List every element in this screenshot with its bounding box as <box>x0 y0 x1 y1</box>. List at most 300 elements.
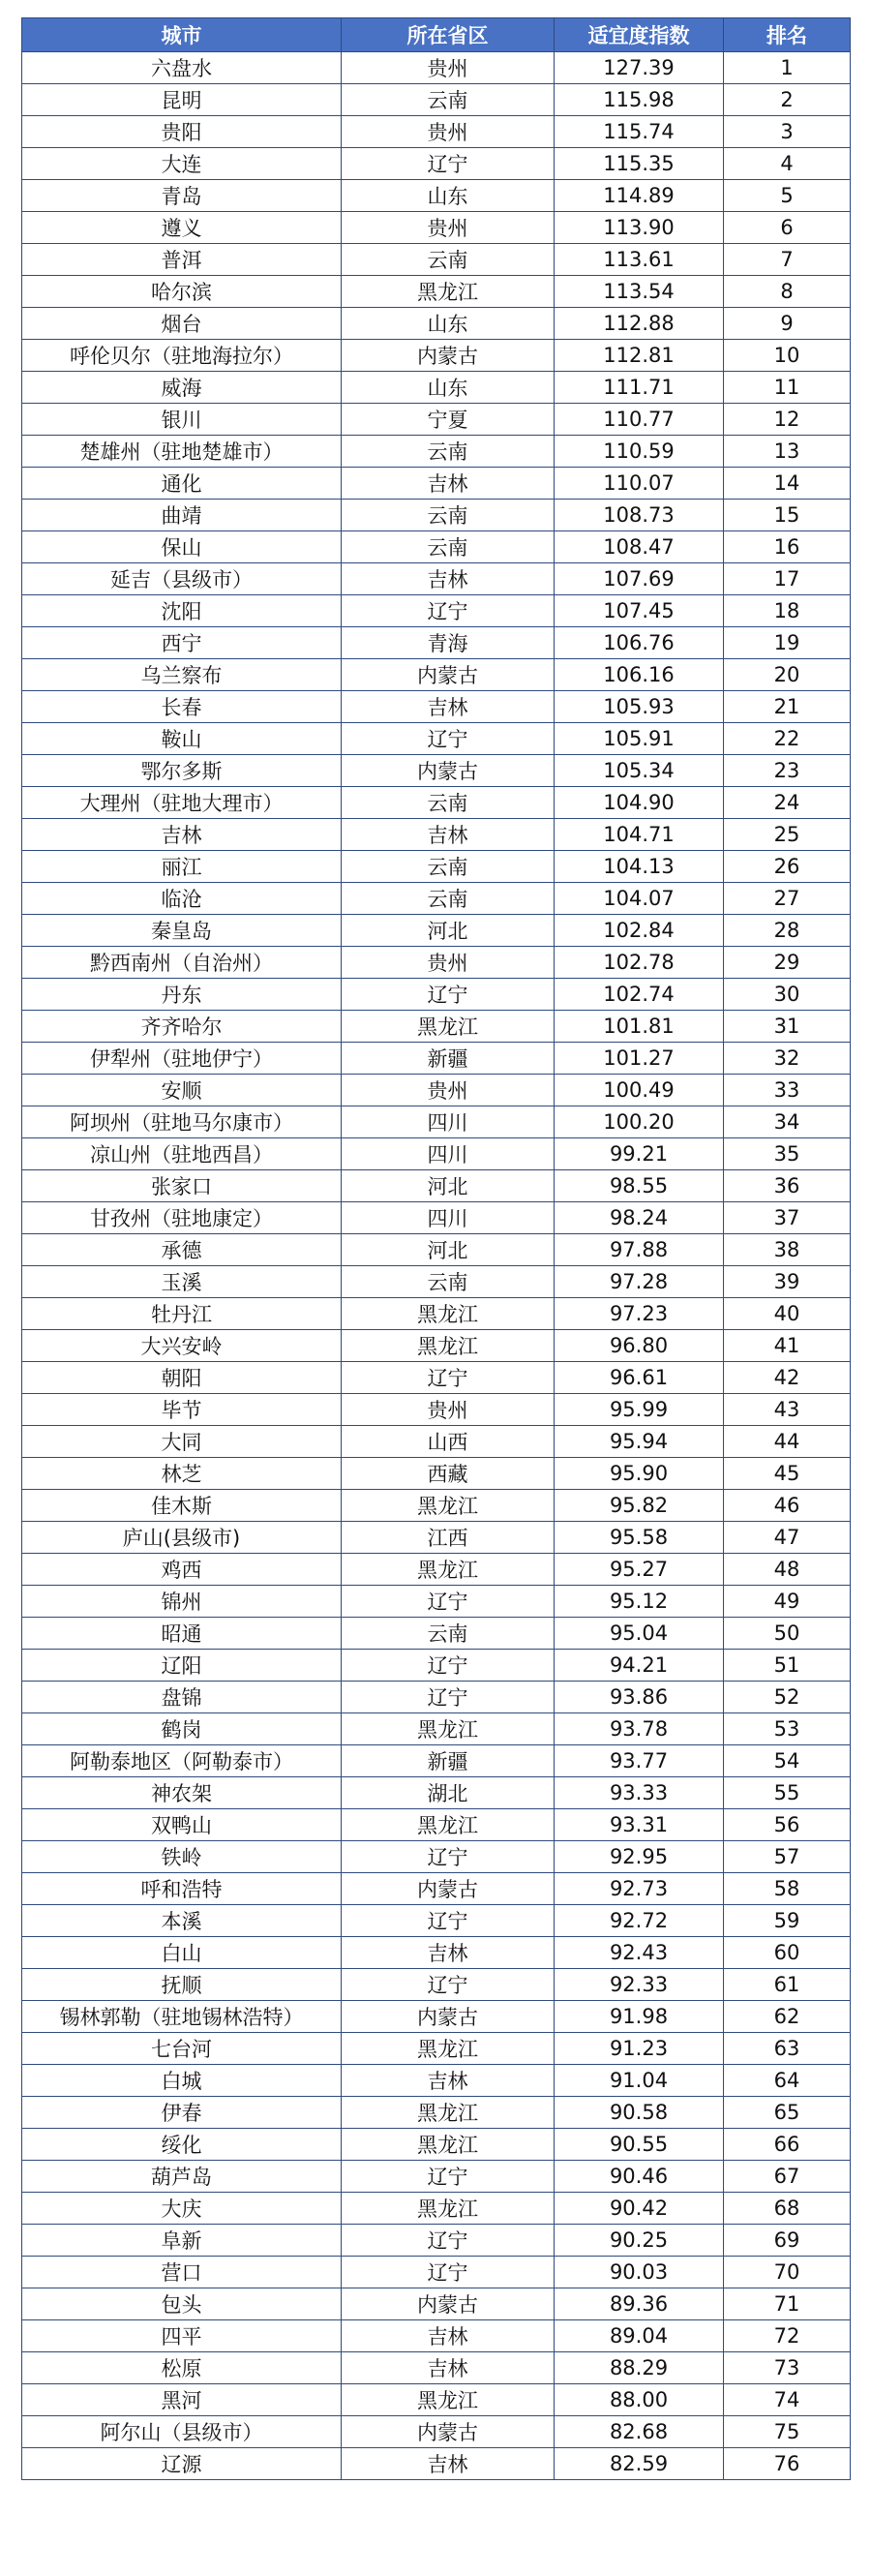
cell-province: 黑龙江 <box>342 1554 555 1586</box>
cell-city: 大理州（驻地大理市） <box>22 787 342 819</box>
table-row <box>22 500 851 531</box>
table-row <box>22 531 851 563</box>
cell-province: 吉林 <box>342 691 555 723</box>
cell-rank: 14 <box>724 468 851 500</box>
cell-rank: 36 <box>724 1170 851 1202</box>
cell-rank: 9 <box>724 308 851 340</box>
cell-city: 威海 <box>22 372 342 404</box>
cell-city: 大兴安岭 <box>22 1330 342 1362</box>
cell-rank: 61 <box>724 1969 851 2001</box>
cell-rank: 69 <box>724 2225 851 2257</box>
cell-index: 90.55 <box>555 2129 724 2161</box>
cell-province: 江西 <box>342 1522 555 1554</box>
cell-index: 113.90 <box>555 212 724 244</box>
cell-city: 包头 <box>22 2288 342 2320</box>
cell-index: 92.33 <box>555 1969 724 2001</box>
cell-rank: 47 <box>724 1522 851 1554</box>
cell-city: 黑河 <box>22 2384 342 2416</box>
cell-city: 六盘水 <box>22 52 342 84</box>
cell-rank: 32 <box>724 1043 851 1075</box>
cell-city: 盘锦 <box>22 1682 342 1713</box>
cell-city: 铁岭 <box>22 1841 342 1873</box>
cell-city: 本溪 <box>22 1905 342 1937</box>
cell-city: 黔西南州（自治州） <box>22 947 342 979</box>
cell-province: 河北 <box>342 1170 555 1202</box>
table-row <box>22 1937 851 1969</box>
table-container <box>21 17 850 2480</box>
table-row <box>22 851 851 883</box>
table-row <box>22 308 851 340</box>
cell-province: 辽宁 <box>342 2225 555 2257</box>
table-row <box>22 1394 851 1426</box>
cell-index: 101.27 <box>555 1043 724 1075</box>
cell-city: 大同 <box>22 1426 342 1458</box>
header-row <box>22 18 851 52</box>
cell-city: 保山 <box>22 531 342 563</box>
cell-province: 辽宁 <box>342 1905 555 1937</box>
cell-rank: 76 <box>724 2448 851 2480</box>
cell-index: 95.99 <box>555 1394 724 1426</box>
cell-city: 呼和浩特 <box>22 1873 342 1905</box>
cell-province: 山东 <box>342 180 555 212</box>
table-row <box>22 563 851 595</box>
table-row <box>22 1362 851 1394</box>
cell-province: 黑龙江 <box>342 1298 555 1330</box>
cell-province: 云南 <box>342 84 555 116</box>
cell-rank: 3 <box>724 116 851 148</box>
cell-city: 锦州 <box>22 1586 342 1618</box>
cell-province: 贵州 <box>342 212 555 244</box>
table-row <box>22 2384 851 2416</box>
cell-province: 四川 <box>342 1138 555 1170</box>
cell-city: 白城 <box>22 2065 342 2097</box>
header-province: 所在省区 <box>342 18 555 52</box>
table-row <box>22 276 851 308</box>
cell-rank: 28 <box>724 915 851 947</box>
cell-rank: 38 <box>724 1234 851 1266</box>
cell-province: 内蒙古 <box>342 755 555 787</box>
cell-city: 昆明 <box>22 84 342 116</box>
cell-province: 云南 <box>342 883 555 915</box>
table-row <box>22 180 851 212</box>
cell-index: 111.71 <box>555 372 724 404</box>
table-row <box>22 947 851 979</box>
cell-index: 113.61 <box>555 244 724 276</box>
cell-province: 辽宁 <box>342 1362 555 1394</box>
cell-rank: 21 <box>724 691 851 723</box>
cell-index: 93.77 <box>555 1745 724 1777</box>
cell-index: 93.86 <box>555 1682 724 1713</box>
header-city: 城市 <box>22 18 342 52</box>
cell-city: 齐齐哈尔 <box>22 1011 342 1043</box>
cell-province: 贵州 <box>342 52 555 84</box>
cell-province: 云南 <box>342 851 555 883</box>
cell-index: 90.46 <box>555 2161 724 2193</box>
cell-city: 鄂尔多斯 <box>22 755 342 787</box>
cell-rank: 56 <box>724 1809 851 1841</box>
table-row <box>22 2097 851 2129</box>
cell-city: 吉林 <box>22 819 342 851</box>
cell-city: 林芝 <box>22 1458 342 1490</box>
cell-city: 呼伦贝尔（驻地海拉尔） <box>22 340 342 372</box>
cell-province: 吉林 <box>342 2320 555 2352</box>
cell-index: 91.23 <box>555 2033 724 2065</box>
cell-index: 113.54 <box>555 276 724 308</box>
cell-city: 通化 <box>22 468 342 500</box>
cell-city: 伊犁州（驻地伊宁） <box>22 1043 342 1075</box>
cell-province: 内蒙古 <box>342 2001 555 2033</box>
cell-city: 银川 <box>22 404 342 436</box>
cell-city: 大庆 <box>22 2193 342 2225</box>
cell-city: 西宁 <box>22 627 342 659</box>
cell-index: 127.39 <box>555 52 724 84</box>
cell-rank: 75 <box>724 2416 851 2448</box>
table-row <box>22 2161 851 2193</box>
table-row <box>22 1138 851 1170</box>
cell-index: 105.91 <box>555 723 724 755</box>
cell-index: 100.49 <box>555 1075 724 1106</box>
cell-rank: 6 <box>724 212 851 244</box>
table-row <box>22 1106 851 1138</box>
cell-city: 鞍山 <box>22 723 342 755</box>
cell-rank: 39 <box>724 1266 851 1298</box>
cell-city: 张家口 <box>22 1170 342 1202</box>
cell-rank: 19 <box>724 627 851 659</box>
table-row <box>22 1745 851 1777</box>
table-row <box>22 244 851 276</box>
table-row <box>22 1841 851 1873</box>
table-row <box>22 84 851 116</box>
cell-index: 92.73 <box>555 1873 724 1905</box>
table-row <box>22 1713 851 1745</box>
cell-province: 吉林 <box>342 468 555 500</box>
cell-rank: 17 <box>724 563 851 595</box>
cell-index: 110.07 <box>555 468 724 500</box>
cell-city: 葫芦岛 <box>22 2161 342 2193</box>
cell-city: 四平 <box>22 2320 342 2352</box>
cell-city: 烟台 <box>22 308 342 340</box>
cell-rank: 24 <box>724 787 851 819</box>
cell-index: 102.78 <box>555 947 724 979</box>
table-row <box>22 1905 851 1937</box>
cell-city: 双鸭山 <box>22 1809 342 1841</box>
cell-index: 92.43 <box>555 1937 724 1969</box>
cell-province: 吉林 <box>342 2448 555 2480</box>
cell-province: 云南 <box>342 436 555 468</box>
cell-province: 西藏 <box>342 1458 555 1490</box>
cell-index: 96.80 <box>555 1330 724 1362</box>
cell-rank: 43 <box>724 1394 851 1426</box>
cell-city: 凉山州（驻地西昌） <box>22 1138 342 1170</box>
cell-province: 河北 <box>342 1234 555 1266</box>
cell-province: 辽宁 <box>342 1682 555 1713</box>
cell-province: 黑龙江 <box>342 1490 555 1522</box>
cell-index: 114.89 <box>555 180 724 212</box>
cell-province: 宁夏 <box>342 404 555 436</box>
cell-province: 吉林 <box>342 1937 555 1969</box>
cell-province: 内蒙古 <box>342 340 555 372</box>
cell-province: 新疆 <box>342 1745 555 1777</box>
cell-city: 毕节 <box>22 1394 342 1426</box>
cell-city: 贵阳 <box>22 116 342 148</box>
cell-province: 吉林 <box>342 2352 555 2384</box>
cell-rank: 41 <box>724 1330 851 1362</box>
cell-province: 贵州 <box>342 1075 555 1106</box>
table-row <box>22 755 851 787</box>
cell-province: 湖北 <box>342 1777 555 1809</box>
header-rank: 排名 <box>724 18 851 52</box>
table-row <box>22 1458 851 1490</box>
cell-rank: 42 <box>724 1362 851 1394</box>
table-row <box>22 2416 851 2448</box>
cell-index: 89.04 <box>555 2320 724 2352</box>
table-row <box>22 1809 851 1841</box>
cell-index: 95.58 <box>555 1522 724 1554</box>
cell-rank: 58 <box>724 1873 851 1905</box>
cell-province: 辽宁 <box>342 148 555 180</box>
cell-city: 玉溪 <box>22 1266 342 1298</box>
cell-province: 贵州 <box>342 947 555 979</box>
table-row <box>22 819 851 851</box>
cell-city: 白山 <box>22 1937 342 1969</box>
cell-city: 阿坝州（驻地马尔康市） <box>22 1106 342 1138</box>
cell-city: 秦皇岛 <box>22 915 342 947</box>
cell-province: 云南 <box>342 1266 555 1298</box>
cell-city: 鸡西 <box>22 1554 342 1586</box>
cell-province: 云南 <box>342 500 555 531</box>
cell-index: 110.77 <box>555 404 724 436</box>
cell-rank: 40 <box>724 1298 851 1330</box>
cell-province: 辽宁 <box>342 1969 555 2001</box>
cell-index: 93.31 <box>555 1809 724 1841</box>
cell-index: 115.74 <box>555 116 724 148</box>
cell-rank: 50 <box>724 1618 851 1650</box>
cell-rank: 34 <box>724 1106 851 1138</box>
cell-province: 四川 <box>342 1202 555 1234</box>
cell-index: 95.90 <box>555 1458 724 1490</box>
cell-index: 96.61 <box>555 1362 724 1394</box>
cell-city: 临沧 <box>22 883 342 915</box>
cell-rank: 48 <box>724 1554 851 1586</box>
cell-index: 100.20 <box>555 1106 724 1138</box>
cell-province: 黑龙江 <box>342 2097 555 2129</box>
cell-province: 黑龙江 <box>342 2193 555 2225</box>
cell-index: 102.84 <box>555 915 724 947</box>
table-row <box>22 627 851 659</box>
cell-province: 辽宁 <box>342 1841 555 1873</box>
cell-province: 吉林 <box>342 563 555 595</box>
cell-city: 承德 <box>22 1234 342 1266</box>
cell-index: 102.74 <box>555 979 724 1011</box>
cell-rank: 53 <box>724 1713 851 1745</box>
table-row <box>22 1298 851 1330</box>
cell-rank: 71 <box>724 2288 851 2320</box>
table-row <box>22 1873 851 1905</box>
cell-province: 辽宁 <box>342 2161 555 2193</box>
cell-rank: 62 <box>724 2001 851 2033</box>
cell-city: 辽源 <box>22 2448 342 2480</box>
cell-index: 82.59 <box>555 2448 724 2480</box>
cell-rank: 16 <box>724 531 851 563</box>
table-row <box>22 1586 851 1618</box>
cell-province: 山西 <box>342 1426 555 1458</box>
cell-rank: 46 <box>724 1490 851 1522</box>
table-row <box>22 372 851 404</box>
cell-rank: 25 <box>724 819 851 851</box>
cell-province: 辽宁 <box>342 723 555 755</box>
cell-rank: 68 <box>724 2193 851 2225</box>
cell-index: 101.81 <box>555 1011 724 1043</box>
cell-index: 98.55 <box>555 1170 724 1202</box>
cell-index: 97.23 <box>555 1298 724 1330</box>
cell-city: 绥化 <box>22 2129 342 2161</box>
table-row <box>22 1011 851 1043</box>
cell-index: 91.04 <box>555 2065 724 2097</box>
cell-rank: 30 <box>724 979 851 1011</box>
cell-index: 90.42 <box>555 2193 724 2225</box>
table-row <box>22 2225 851 2257</box>
cell-index: 95.04 <box>555 1618 724 1650</box>
table-row <box>22 1202 851 1234</box>
cell-rank: 2 <box>724 84 851 116</box>
cell-province: 内蒙古 <box>342 2288 555 2320</box>
cell-province: 山东 <box>342 372 555 404</box>
cell-rank: 44 <box>724 1426 851 1458</box>
cell-city: 阿尔山（县级市） <box>22 2416 342 2448</box>
cell-index: 107.45 <box>555 595 724 627</box>
cell-province: 河北 <box>342 915 555 947</box>
cell-province: 黑龙江 <box>342 1713 555 1745</box>
cell-index: 88.29 <box>555 2352 724 2384</box>
cell-rank: 5 <box>724 180 851 212</box>
table-row <box>22 2448 851 2480</box>
cell-rank: 49 <box>724 1586 851 1618</box>
table-row <box>22 1650 851 1682</box>
cell-rank: 8 <box>724 276 851 308</box>
cell-rank: 31 <box>724 1011 851 1043</box>
table-row <box>22 2320 851 2352</box>
cell-index: 112.88 <box>555 308 724 340</box>
cell-rank: 1 <box>724 52 851 84</box>
cell-rank: 37 <box>724 1202 851 1234</box>
cell-city: 沈阳 <box>22 595 342 627</box>
cell-rank: 59 <box>724 1905 851 1937</box>
cell-index: 106.76 <box>555 627 724 659</box>
table-row <box>22 883 851 915</box>
cell-city: 普洱 <box>22 244 342 276</box>
cell-city: 抚顺 <box>22 1969 342 2001</box>
table-row <box>22 2001 851 2033</box>
cell-province: 贵州 <box>342 1394 555 1426</box>
table-row <box>22 340 851 372</box>
table-row <box>22 1234 851 1266</box>
cell-city: 阜新 <box>22 2225 342 2257</box>
cell-city: 丽江 <box>22 851 342 883</box>
cell-province: 黑龙江 <box>342 1809 555 1841</box>
cell-rank: 18 <box>724 595 851 627</box>
table-row <box>22 1426 851 1458</box>
table-row <box>22 1522 851 1554</box>
table-row <box>22 1266 851 1298</box>
cell-province: 黑龙江 <box>342 1011 555 1043</box>
table-row <box>22 1777 851 1809</box>
ranking-table <box>21 17 851 2480</box>
cell-province: 云南 <box>342 787 555 819</box>
cell-city: 锡林郭勒（驻地锡林浩特） <box>22 2001 342 2033</box>
cell-province: 云南 <box>342 1618 555 1650</box>
cell-city: 甘孜州（驻地康定） <box>22 1202 342 1234</box>
cell-index: 90.25 <box>555 2225 724 2257</box>
cell-rank: 11 <box>724 372 851 404</box>
cell-province: 黑龙江 <box>342 2129 555 2161</box>
cell-rank: 13 <box>724 436 851 468</box>
cell-rank: 74 <box>724 2384 851 2416</box>
cell-province: 山东 <box>342 308 555 340</box>
cell-index: 95.94 <box>555 1426 724 1458</box>
table-body <box>22 52 851 2480</box>
cell-city: 长春 <box>22 691 342 723</box>
cell-rank: 22 <box>724 723 851 755</box>
cell-rank: 10 <box>724 340 851 372</box>
cell-province: 内蒙古 <box>342 1873 555 1905</box>
cell-rank: 35 <box>724 1138 851 1170</box>
cell-province: 辽宁 <box>342 979 555 1011</box>
cell-index: 115.35 <box>555 148 724 180</box>
table-row <box>22 915 851 947</box>
cell-province: 云南 <box>342 244 555 276</box>
cell-index: 99.21 <box>555 1138 724 1170</box>
cell-index: 92.95 <box>555 1841 724 1873</box>
cell-index: 112.81 <box>555 340 724 372</box>
cell-rank: 54 <box>724 1745 851 1777</box>
cell-city: 松原 <box>22 2352 342 2384</box>
cell-city: 昭通 <box>22 1618 342 1650</box>
cell-rank: 55 <box>724 1777 851 1809</box>
table-row <box>22 1075 851 1106</box>
table-row <box>22 979 851 1011</box>
cell-province: 新疆 <box>342 1043 555 1075</box>
cell-city: 延吉（县级市） <box>22 563 342 595</box>
cell-province: 四川 <box>342 1106 555 1138</box>
cell-rank: 67 <box>724 2161 851 2193</box>
cell-index: 104.13 <box>555 851 724 883</box>
cell-city: 朝阳 <box>22 1362 342 1394</box>
cell-index: 93.78 <box>555 1713 724 1745</box>
cell-rank: 33 <box>724 1075 851 1106</box>
cell-rank: 4 <box>724 148 851 180</box>
cell-city: 庐山(县级市) <box>22 1522 342 1554</box>
cell-index: 95.82 <box>555 1490 724 1522</box>
cell-index: 115.98 <box>555 84 724 116</box>
table-row <box>22 2352 851 2384</box>
cell-index: 107.69 <box>555 563 724 595</box>
cell-rank: 12 <box>724 404 851 436</box>
cell-index: 89.36 <box>555 2288 724 2320</box>
cell-rank: 52 <box>724 1682 851 1713</box>
table-row <box>22 2257 851 2288</box>
cell-rank: 60 <box>724 1937 851 1969</box>
cell-rank: 29 <box>724 947 851 979</box>
cell-index: 95.12 <box>555 1586 724 1618</box>
cell-province: 吉林 <box>342 819 555 851</box>
cell-rank: 70 <box>724 2257 851 2288</box>
table-row <box>22 1554 851 1586</box>
cell-province: 黑龙江 <box>342 2033 555 2065</box>
table-row <box>22 116 851 148</box>
cell-province: 内蒙古 <box>342 2416 555 2448</box>
cell-city: 鹤岗 <box>22 1713 342 1745</box>
table-row <box>22 1490 851 1522</box>
